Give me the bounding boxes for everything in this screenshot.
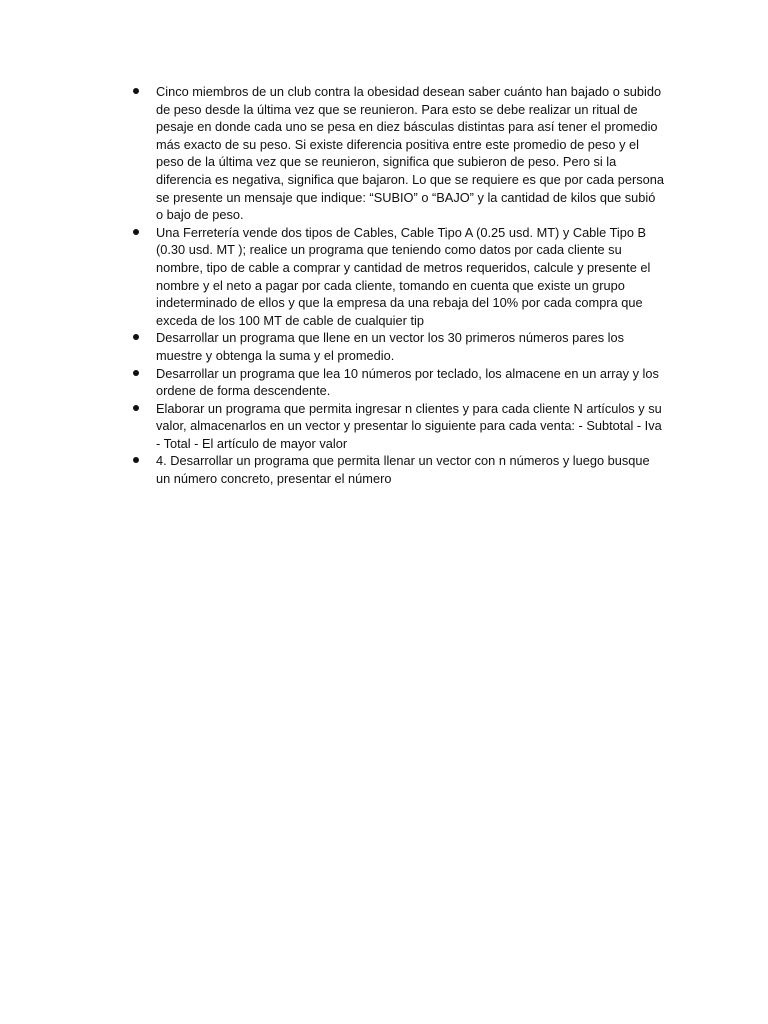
bullet-icon	[133, 88, 139, 94]
bullet-icon	[133, 229, 139, 235]
list-item-text: Cinco miembros de un club contra la obesidad desean saber cuánto han bajado o subido de peso desde la última vez que se reunieron. Para esto se debe realizar un ritual de pesaje en donde cada uno se pesa en diez básculas distintas para así tener el promedio más exacto de su peso. Si existe diferencia positiva entre este promedio de peso y el peso de la última vez que se reunieron, significa que subieron de peso. Pero si la diferencia es negativa, significa que bajaron. Lo que se requiere es que por cada persona se presente un mensaje que indique: “SUBIO” o “BAJO” y la cantidad de kilos que subió o bajo de peso.	[156, 84, 664, 223]
bullet-icon	[133, 334, 139, 340]
list-item	[156, 365, 664, 400]
list-item-text: 4. Desarrollar un programa que permita llenar un vector con n números y luego busque un número concreto, presentar el número	[156, 453, 650, 487]
list-item-text: Una Ferretería vende dos tipos de Cables, Cable Tipo A (0.25 usd. MT) y Cable Tipo B (0.30 usd. MT ); realice un programa que teniendo como datos por cada cliente su nombre, tipo de cable a comprar y cantidad de metros requeridos, calcule y presente el nombre y el neto a pagar por cada cliente, tomando en cuenta que existe un grupo indeterminado de ellos y que la empresa da una rebaja del 10% por cada compra que exceda de los 100 MT de cable de cualquier tip	[156, 224, 651, 328]
list-item-text: Desarrollar un programa que lea 10 números por teclado, los almacene en un array y los ordene de forma descendente.	[156, 365, 659, 399]
bullet-icon	[133, 405, 139, 411]
bullet-icon	[133, 370, 139, 376]
list-item	[156, 329, 664, 364]
list-item	[156, 452, 664, 487]
list-item-text: Desarrollar un programa que llene en un vector los 30 primeros números pares los muestre y obtenga la suma y el promedio.	[156, 330, 625, 363]
list-item	[156, 400, 664, 453]
list-item-text: Elaborar un programa que permita ingresar n clientes y para cada cliente N artículos y su valor, almacenarlos en un vector y presentar lo siguiente para cada venta: - Subtotal - Iva - Total - El artículo de mayor valor	[156, 400, 662, 451]
list-item	[156, 224, 664, 330]
exercise-list	[156, 83, 664, 488]
bullet-icon	[133, 457, 139, 463]
list-item	[156, 83, 664, 224]
